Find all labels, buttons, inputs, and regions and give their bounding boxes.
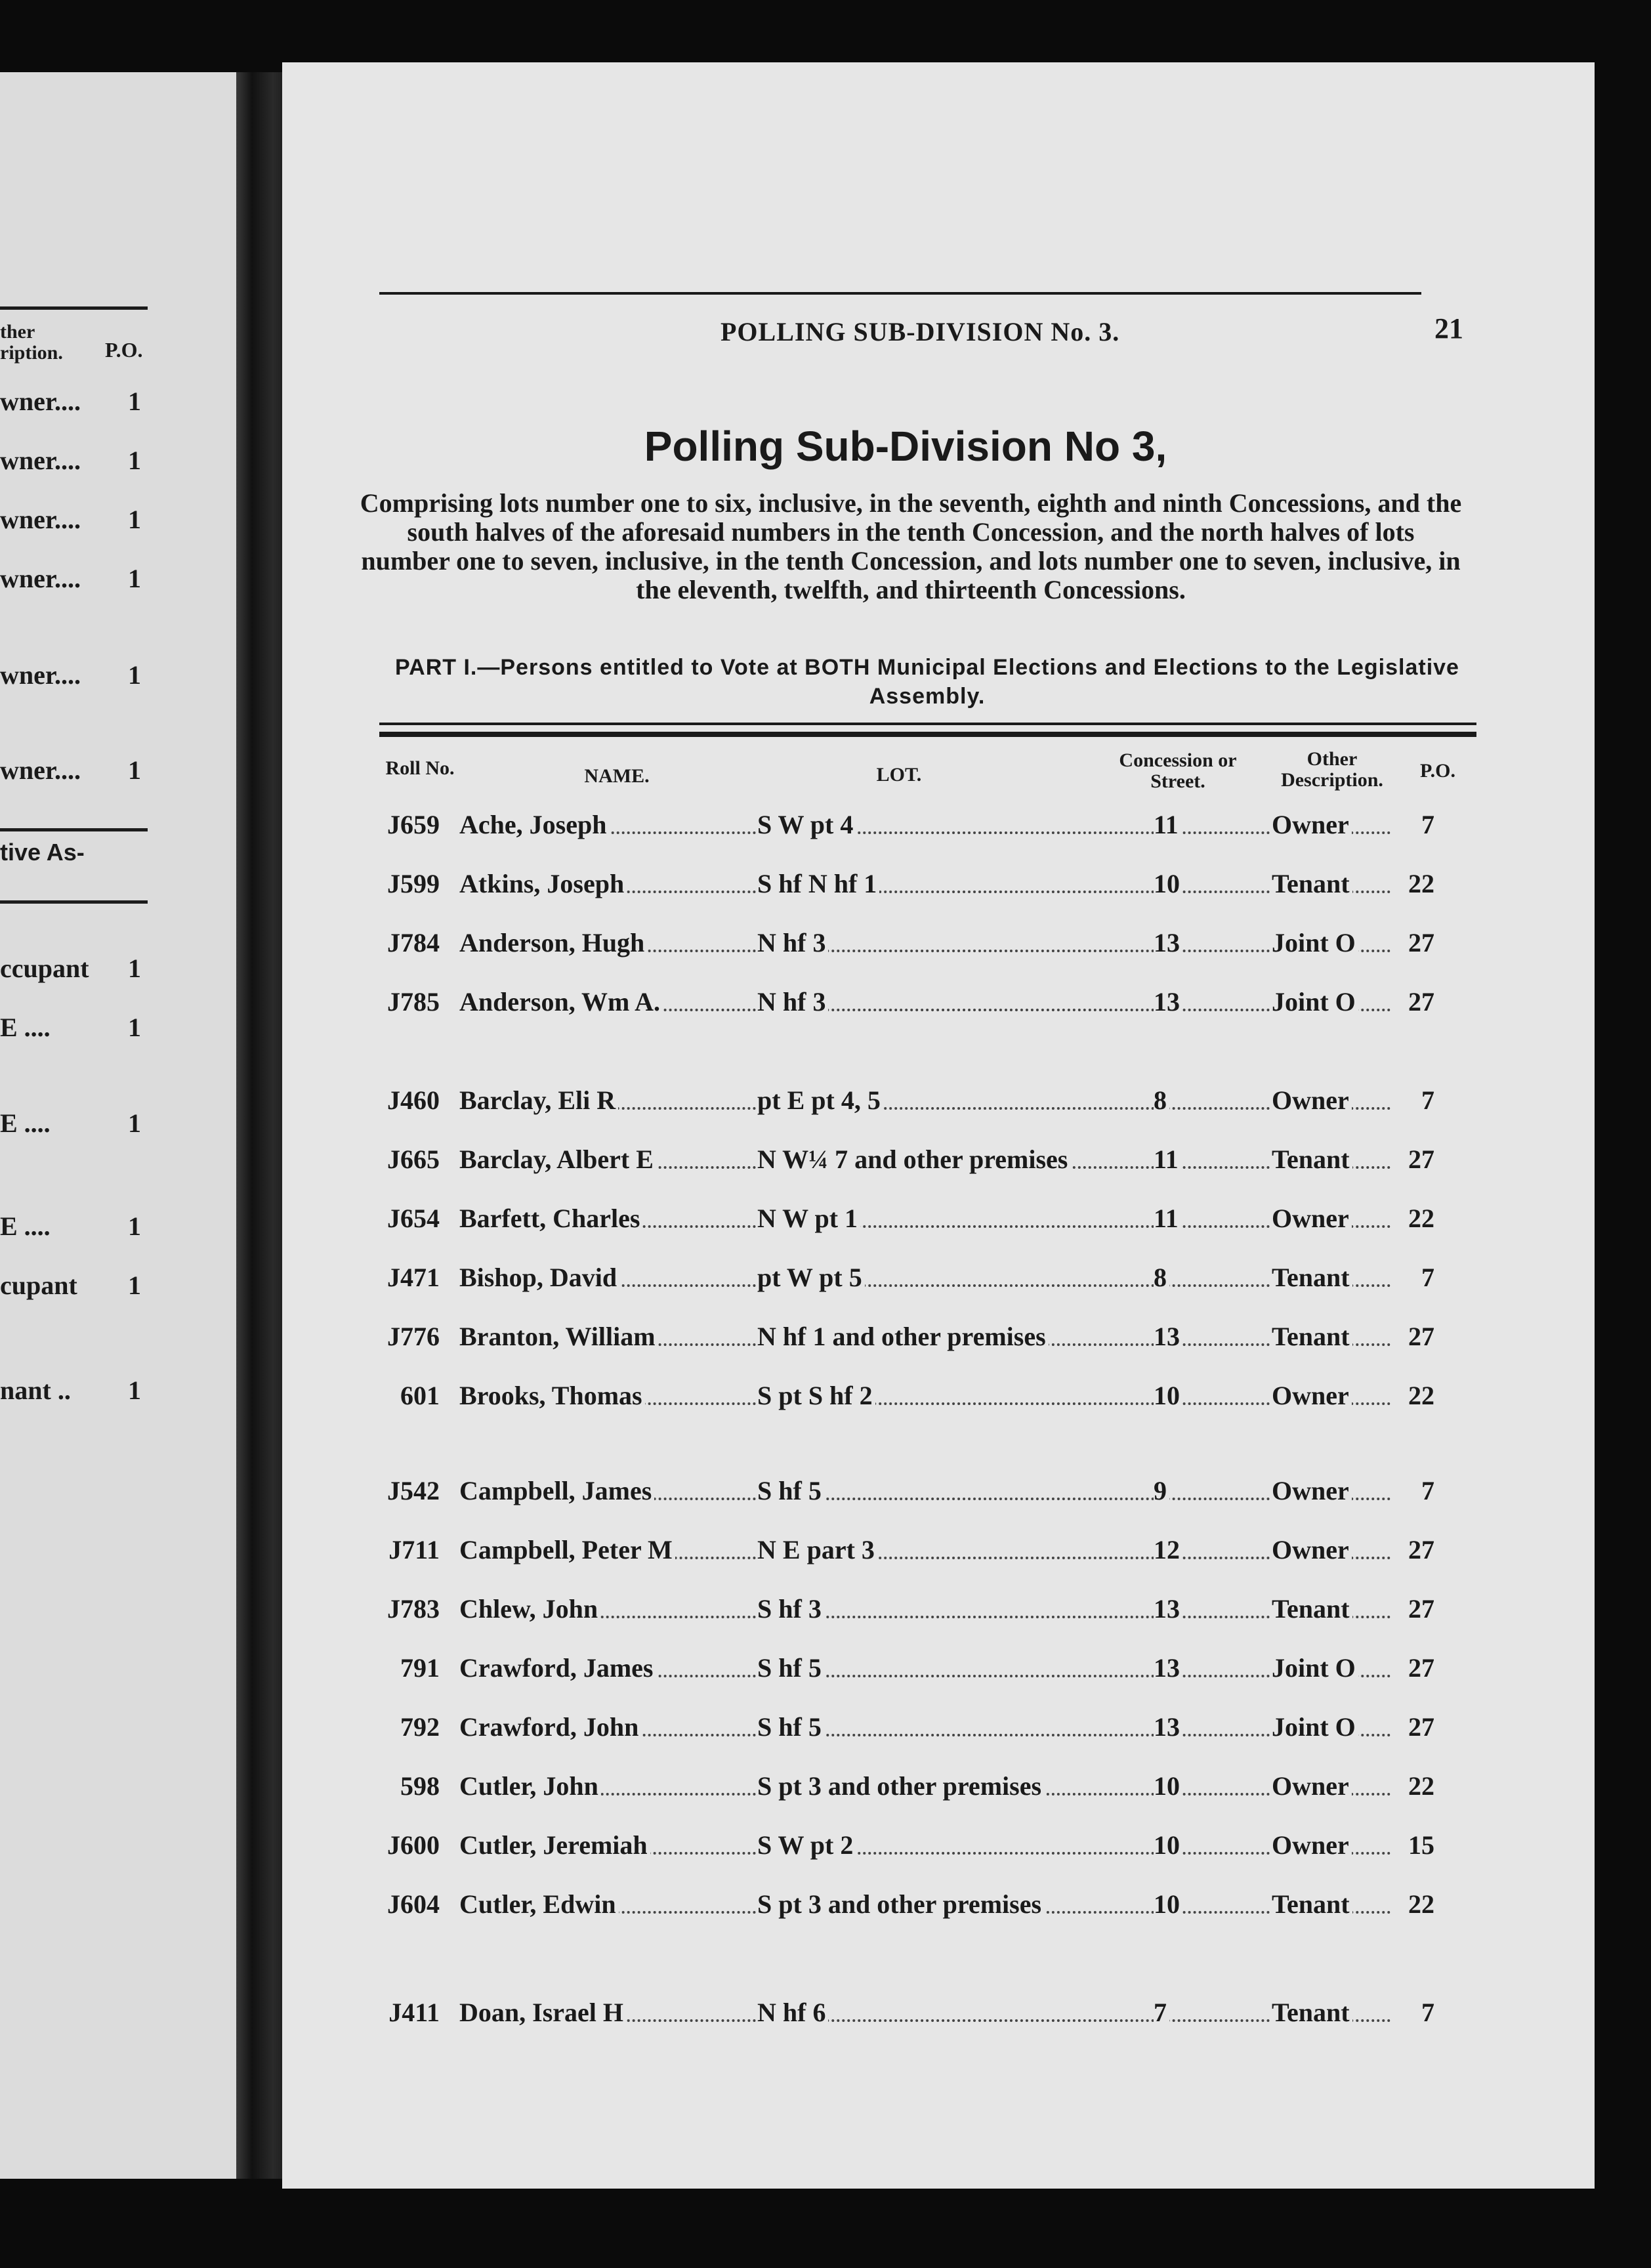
other-description: Joint O — [1272, 1652, 1358, 1683]
concession: 10 — [1154, 1771, 1182, 1801]
concession: 10 — [1154, 1830, 1182, 1860]
roll-number: 792 — [400, 1712, 440, 1742]
running-head: POLLING SUB-DIVISION No. 3. — [721, 317, 1120, 346]
lot: S hf 5 — [757, 1712, 824, 1742]
other-description: Joint O — [1272, 986, 1358, 1017]
lot: N hf 6 — [757, 1997, 828, 2028]
roll-number: J542 — [387, 1476, 440, 1505]
concession: 13 — [1154, 1712, 1182, 1742]
post-office: 7 — [1421, 1998, 1434, 2027]
post-office: 27 — [1408, 1653, 1434, 1683]
voter-name: Anderson, Hugh — [459, 927, 647, 958]
left-page-row-po: 1 — [128, 564, 141, 593]
voter-name: Barfett, Charles — [459, 1203, 642, 1234]
other-description: Owner — [1272, 1830, 1352, 1860]
post-office: 7 — [1421, 1476, 1434, 1505]
post-office: 27 — [1408, 1144, 1434, 1174]
other-description: Tenant — [1272, 868, 1352, 899]
lot: S hf N hf 1 — [757, 868, 879, 899]
voter-name: Bishop, David — [459, 1262, 619, 1293]
other-description: Owner — [1272, 1771, 1352, 1801]
page-number: 21 — [1434, 312, 1463, 345]
left-page-row-text: cupant — [0, 1270, 77, 1300]
voter-name: Barclay, Eli R — [459, 1085, 618, 1116]
left-page-section-text: tive As- — [0, 839, 85, 866]
column-header-concession: Concession or Street. — [1119, 749, 1237, 792]
left-page — [0, 72, 243, 2179]
left-page-row-po: 1 — [128, 1270, 141, 1300]
lot: pt W pt 5 — [757, 1262, 865, 1293]
left-page-row-po: 1 — [128, 1376, 141, 1405]
concession: 8 — [1154, 1085, 1169, 1116]
column-header-name: NAME. — [584, 765, 650, 787]
voter-name: Cutler, Edwin — [459, 1889, 619, 1920]
other-description: Tenant — [1272, 1144, 1352, 1175]
roll-number: 791 — [400, 1653, 440, 1683]
roll-number: J599 — [387, 869, 440, 898]
page-title: Polling Sub-Division No 3, — [644, 423, 1167, 470]
roll-number: 598 — [400, 1771, 440, 1801]
concession: 10 — [1154, 1380, 1182, 1411]
roll-number: J776 — [387, 1322, 440, 1351]
column-header-lot: LOT. — [876, 764, 922, 786]
lot: N hf 3 — [757, 986, 828, 1017]
left-page-row-text: wner.... — [0, 755, 81, 785]
lot: S W pt 2 — [757, 1830, 856, 1860]
post-office: 22 — [1408, 1381, 1434, 1410]
roll-number: J659 — [387, 810, 440, 839]
left-page-row-po: 1 — [128, 505, 141, 534]
post-office: 27 — [1408, 1594, 1434, 1624]
post-office: 22 — [1408, 1771, 1434, 1801]
other-description: Owner — [1272, 1475, 1352, 1506]
roll-number: J783 — [387, 1594, 440, 1624]
column-header-po: P.O. — [1420, 760, 1455, 782]
roll-number: J654 — [387, 1204, 440, 1233]
voter-name: Brooks, Thomas — [459, 1380, 645, 1411]
concession: 7 — [1154, 1997, 1169, 2028]
other-description: Tenant — [1272, 1262, 1352, 1293]
voter-name: Cutler, John — [459, 1771, 601, 1801]
subdivision-description: Comprising lots number one to six, inclusive, in the seventh, eighth and ninth Concessions, and the south halves of the aforesaid numbers in the tenth Concession, and the north halves of lots number one to seven, inclusive, in the tenth Concession, and lots number one to seven, inclusive, in the eleventh, twelfth, and thirteenth Concessions. — [360, 488, 1462, 604]
lot: S pt 3 and other premises — [757, 1889, 1044, 1920]
concession: 13 — [1154, 927, 1182, 958]
concession: 10 — [1154, 1889, 1182, 1920]
concession: 9 — [1154, 1475, 1169, 1506]
post-office: 22 — [1408, 869, 1434, 898]
left-page-top-rule — [0, 306, 148, 310]
left-page-row-po: 1 — [128, 387, 141, 416]
left-page-row-po: 1 — [128, 1108, 141, 1138]
left-page-row-po: 1 — [128, 954, 141, 983]
voter-name: Doan, Israel H — [459, 1997, 626, 2028]
voter-name: Cutler, Jeremiah — [459, 1830, 650, 1860]
roll-number: J600 — [387, 1830, 440, 1860]
lot: N hf 3 — [757, 927, 828, 958]
concession: 13 — [1154, 1652, 1182, 1683]
concession: 13 — [1154, 1321, 1182, 1352]
lot: N E part 3 — [757, 1534, 877, 1565]
lot: N W¼ 7 and other premises — [757, 1144, 1070, 1175]
other-description: Owner — [1272, 809, 1352, 840]
roll-number: J784 — [387, 928, 440, 957]
voter-name: Crawford, John — [459, 1712, 641, 1742]
lot: S W pt 4 — [757, 809, 856, 840]
left-page-row-po: 1 — [128, 660, 141, 690]
post-office: 22 — [1408, 1204, 1434, 1233]
table-top-rule — [379, 723, 1476, 725]
voter-name: Campbell, James — [459, 1475, 654, 1506]
concession: 11 — [1154, 1203, 1181, 1234]
lot: S hf 5 — [757, 1475, 824, 1506]
left-page-row-text: wner.... — [0, 446, 81, 475]
left-page-row-text: E .... — [0, 1211, 51, 1241]
concession: 11 — [1154, 809, 1181, 840]
left-page-row-po: 1 — [128, 755, 141, 785]
right-page — [282, 62, 1595, 2189]
lot: N W pt 1 — [757, 1203, 860, 1234]
lot: pt E pt 4, 5 — [757, 1085, 883, 1116]
header-rule — [379, 292, 1421, 295]
book-spine — [236, 72, 289, 2179]
lot: N hf 1 and other premises — [757, 1321, 1049, 1352]
voter-name: Ache, Joseph — [459, 809, 609, 840]
concession: 10 — [1154, 868, 1182, 899]
left-page-po-header: P.O. — [105, 338, 143, 362]
voter-name: Chlew, John — [459, 1593, 600, 1624]
other-description: Tenant — [1272, 1997, 1352, 2028]
left-page-row-po: 1 — [128, 1013, 141, 1042]
post-office: 27 — [1408, 1322, 1434, 1351]
concession: 8 — [1154, 1262, 1169, 1293]
voter-name: Crawford, James — [459, 1652, 656, 1683]
roll-number: J604 — [387, 1889, 440, 1919]
concession: 13 — [1154, 1593, 1182, 1624]
left-page-row-text: wner.... — [0, 564, 81, 593]
roll-number: J711 — [388, 1535, 440, 1564]
left-page-row-text: E .... — [0, 1108, 51, 1138]
other-description: Tenant — [1272, 1593, 1352, 1624]
roll-number: J665 — [387, 1144, 440, 1174]
part-heading: PART I.—Persons entitled to Vote at BOTH Municipal Elections and Elections to the Legislative Assembly. — [395, 655, 1459, 709]
post-office: 15 — [1408, 1830, 1434, 1860]
other-description: Owner — [1272, 1203, 1352, 1234]
concession: 12 — [1154, 1534, 1182, 1565]
column-header-roll: Roll No. — [385, 757, 455, 779]
other-description: Joint O — [1272, 1712, 1358, 1742]
post-office: 27 — [1408, 928, 1434, 957]
roll-number: J460 — [387, 1085, 440, 1115]
left-page-row-text: wner.... — [0, 660, 81, 690]
roll-number: J411 — [388, 1998, 440, 2027]
roll-number: J785 — [387, 987, 440, 1017]
concession: 13 — [1154, 986, 1182, 1017]
lot: S hf 5 — [757, 1652, 824, 1683]
left-page-row-text: E .... — [0, 1013, 51, 1042]
left-page-other-header: ther — [0, 321, 35, 343]
other-description: Joint O — [1272, 927, 1358, 958]
roll-number: 601 — [400, 1381, 440, 1410]
post-office: 7 — [1421, 1263, 1434, 1292]
post-office: 27 — [1408, 1535, 1434, 1564]
post-office: 7 — [1421, 1085, 1434, 1115]
lot: S hf 3 — [757, 1593, 824, 1624]
left-page-row-text: nant .. — [0, 1376, 71, 1405]
voter-name: Atkins, Joseph — [459, 868, 627, 899]
other-description: Owner — [1272, 1085, 1352, 1116]
post-office: 22 — [1408, 1889, 1434, 1919]
left-page-section-rule-lower — [0, 900, 148, 904]
left-page-row-po: 1 — [128, 446, 141, 475]
post-office: 27 — [1408, 1712, 1434, 1742]
left-page-row-text: ccupant — [0, 954, 89, 983]
other-description: Tenant — [1272, 1889, 1352, 1920]
other-description: Owner — [1272, 1534, 1352, 1565]
table-top-rule-thick — [379, 732, 1476, 737]
lot: S pt S hf 2 — [757, 1380, 875, 1411]
post-office: 7 — [1421, 810, 1434, 839]
left-page-description-header: ription. — [0, 342, 63, 364]
other-description: Tenant — [1272, 1321, 1352, 1352]
other-description: Owner — [1272, 1380, 1352, 1411]
voter-name: Barclay, Albert E — [459, 1144, 656, 1175]
lot: S pt 3 and other premises — [757, 1771, 1044, 1801]
left-page-row-po: 1 — [128, 1211, 141, 1241]
concession: 11 — [1154, 1144, 1181, 1175]
post-office: 27 — [1408, 987, 1434, 1017]
voter-name: Branton, William — [459, 1321, 658, 1352]
left-page-section-rule — [0, 828, 148, 831]
roll-number: J471 — [387, 1263, 440, 1292]
voter-name: Campbell, Peter M — [459, 1534, 675, 1565]
left-page-row-text: wner.... — [0, 505, 81, 534]
left-page-row-text: wner.... — [0, 387, 81, 416]
column-header-description: Other Description. — [1281, 748, 1383, 791]
voter-name: Anderson, Wm A. — [459, 986, 663, 1017]
